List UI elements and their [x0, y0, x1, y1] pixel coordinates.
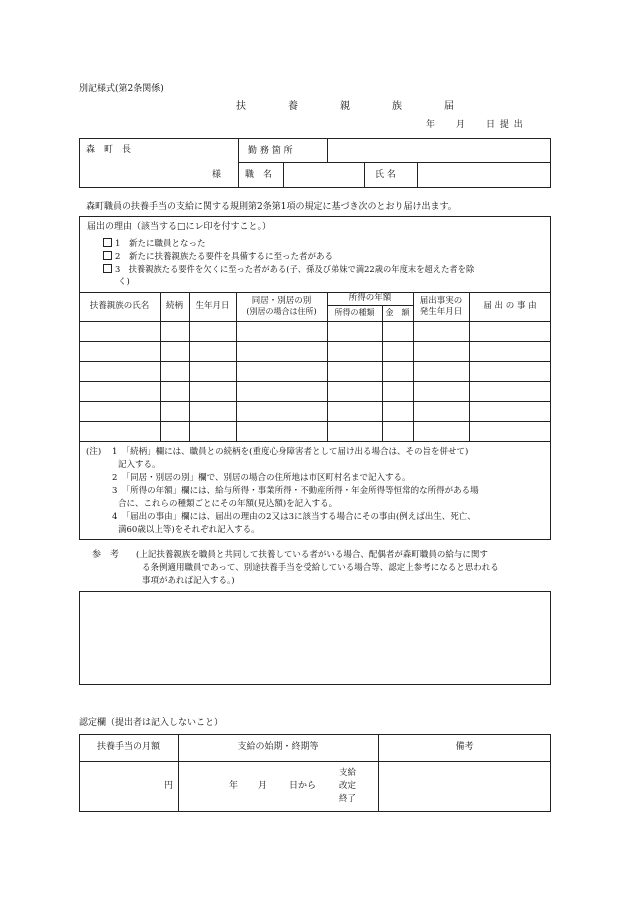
cell-birth[interactable]	[189, 381, 236, 401]
cert-col-notes: 備考	[455, 741, 474, 752]
cell-name[interactable]	[79, 381, 160, 401]
cell-residence[interactable]	[236, 361, 327, 381]
cell-reason[interactable]	[469, 321, 551, 341]
note-line-6: 4 「届出の事由」欄には、届出の理由の2又は3に該当する場合にその事由(例えば出生、死亡、	[112, 512, 476, 522]
note-line-3: 2 「同居・別居の別」欄で、別居の場合の住所地は市区町村名まで記入する。	[112, 473, 411, 483]
cell-reason[interactable]	[469, 421, 551, 441]
cell-fact-date[interactable]	[413, 321, 469, 341]
cell-relation[interactable]	[160, 381, 189, 401]
col-header-birth: 生年月日	[195, 301, 230, 312]
cell-relation[interactable]	[160, 421, 189, 441]
position-field[interactable]	[288, 170, 360, 182]
cell-name[interactable]	[79, 401, 160, 421]
reasons-heading: 届出の理由（該当する□にレ印を付すこと。）	[87, 222, 272, 232]
col-header-income: 所得の年額	[348, 293, 392, 304]
cell-fact-date[interactable]	[413, 361, 469, 381]
form-title: 扶 養 親 族 届	[236, 101, 470, 112]
cert-shikyu: 支給	[339, 768, 357, 778]
cell-fact-date[interactable]	[413, 401, 469, 421]
cell-residence[interactable]	[236, 381, 327, 401]
form-label: 別記様式(第2条関係)	[79, 84, 164, 94]
notes-prefix: (注)	[86, 447, 102, 457]
cert-shuryo: 終了	[339, 794, 357, 804]
checkbox-icon[interactable]	[103, 238, 112, 247]
reason-num: 2	[115, 252, 121, 262]
col-header-relation: 続柄	[165, 301, 183, 312]
workplace-label: 勤 務 箇 所	[248, 146, 293, 156]
cell-relation[interactable]	[160, 401, 189, 421]
cell-relation[interactable]	[160, 321, 189, 341]
cell-birth[interactable]	[189, 321, 236, 341]
reason-item-3[interactable]	[103, 264, 474, 274]
cert-from-day: 日から	[289, 781, 317, 791]
col-header-income-amount: 金 額	[385, 308, 410, 317]
fact-date-line1: 届出事実の	[419, 295, 463, 306]
cell-name[interactable]	[79, 341, 160, 361]
cell-residence[interactable]	[236, 401, 327, 421]
cell-income-type[interactable]	[327, 361, 382, 381]
cell-birth[interactable]	[189, 361, 236, 381]
cell-income-amount[interactable]	[382, 381, 413, 401]
cell-income-type[interactable]	[327, 381, 382, 401]
cell-fact-date[interactable]	[413, 421, 469, 441]
col-header-income-type: 所得の種類	[334, 308, 375, 317]
cell-income-amount[interactable]	[382, 421, 413, 441]
reason-text: 扶養親族たる要件を欠くに至った者がある(子、孫及び弟妹で満22歳の年度末を超えた者を除	[128, 264, 475, 274]
remarks-line-2: る条例適用職員であって、別途扶養手当を受給している場合等、認定上参考になると思われる	[142, 563, 499, 573]
addressee-to: 森 町 長	[86, 145, 132, 155]
cell-reason[interactable]	[469, 381, 551, 401]
cell-income-type[interactable]	[327, 341, 382, 361]
cell-income-amount[interactable]	[382, 361, 413, 381]
intro-text: 森町職員の扶養手当の支給に関する規則第2条第1項の規定に基づき次のとおり届け出ます。	[86, 202, 457, 212]
cell-income-type[interactable]	[327, 321, 382, 341]
cert-col-period: 支給の始期・終期等	[237, 741, 319, 752]
addressee-sama: 様	[212, 170, 222, 180]
col-header-residence	[236, 292, 327, 321]
submission-date[interactable]: 年 月 日 提 出	[426, 120, 524, 130]
checkbox-icon[interactable]	[103, 251, 112, 260]
residence-line1: 同居・別居の別	[251, 296, 312, 307]
remarks-line-3: 事項があれば記入する。)	[142, 576, 235, 586]
cert-year: 年	[229, 781, 239, 791]
remarks-input-box[interactable]	[79, 591, 551, 685]
residence-line2: (別居の場合は住所)	[246, 306, 317, 316]
col-header-reason: 届 出 の 事 由	[483, 301, 537, 312]
cell-name[interactable]	[79, 361, 160, 381]
cell-fact-date[interactable]	[413, 341, 469, 361]
checkbox-icon[interactable]	[103, 264, 112, 273]
remarks-label: 参 考	[92, 550, 120, 560]
note-line-7: 満60歳以上等)をそれぞれ記入する。	[118, 525, 260, 535]
col-header-fact-date	[413, 292, 469, 321]
cell-fact-date[interactable]	[413, 381, 469, 401]
cell-income-amount[interactable]	[382, 401, 413, 421]
reason-item-2[interactable]	[103, 251, 333, 263]
note-line-2: 記入する。	[118, 460, 161, 470]
cell-name[interactable]	[79, 421, 160, 441]
cert-col-amount: 扶養手当の月額	[96, 741, 160, 752]
cert-month: 月	[258, 781, 268, 791]
reason-num: 1	[115, 239, 121, 249]
cell-reason[interactable]	[469, 401, 551, 421]
remarks-line-1: (上記扶養親族を職員と共同して扶養している者がいる場合、配偶者が森町職員の給与に関す	[136, 550, 488, 560]
cell-residence[interactable]	[236, 421, 327, 441]
note-line-5: 合に、これらの種類ごとにその年額(見込額)を記入する。	[118, 499, 338, 509]
cell-birth[interactable]	[189, 401, 236, 421]
certification-heading: 認定欄（提出者は記入しないこと）	[79, 718, 224, 728]
reason-item-1[interactable]	[103, 238, 205, 250]
cell-name[interactable]	[79, 321, 160, 341]
cert-kaitei: 改定	[339, 781, 357, 791]
reason-text: 新たに扶養親族たる要件を具備するに至った者がある	[128, 252, 333, 262]
workplace-field[interactable]	[333, 146, 543, 158]
cell-reason[interactable]	[469, 361, 551, 381]
note-line-1: 1 「続柄」欄には、職員との続柄を(重度心身障害者として届け出る場合は、その旨を併せて)	[112, 447, 469, 457]
note-line-4: 3 「所得の年額」欄には、給与所得・事業所得・不動産所得・年金所得等恒常的な所得がある場	[112, 486, 479, 496]
reason-item-3-cont: く)	[118, 277, 130, 287]
cell-relation[interactable]	[160, 341, 189, 361]
name-field[interactable]	[422, 170, 546, 182]
cell-reason[interactable]	[469, 341, 551, 361]
cell-residence[interactable]	[236, 341, 327, 361]
cell-income-type[interactable]	[327, 401, 382, 421]
cell-birth[interactable]	[189, 421, 236, 441]
col-header-name: 扶養親族の氏名	[89, 301, 150, 312]
cell-birth[interactable]	[189, 341, 236, 361]
reason-text: 新たに職員となった	[128, 239, 206, 249]
cell-income-amount[interactable]	[382, 341, 413, 361]
cert-yen: 円	[164, 781, 174, 791]
position-label: 職 名	[245, 170, 273, 180]
cell-income-amount[interactable]	[382, 321, 413, 341]
reason-num: 3	[115, 264, 121, 274]
cell-income-type[interactable]	[327, 421, 382, 441]
cell-relation[interactable]	[160, 361, 189, 381]
cell-residence[interactable]	[236, 321, 327, 341]
name-label: 氏 名	[375, 170, 396, 180]
fact-date-line2: 発生年月日	[419, 306, 463, 317]
